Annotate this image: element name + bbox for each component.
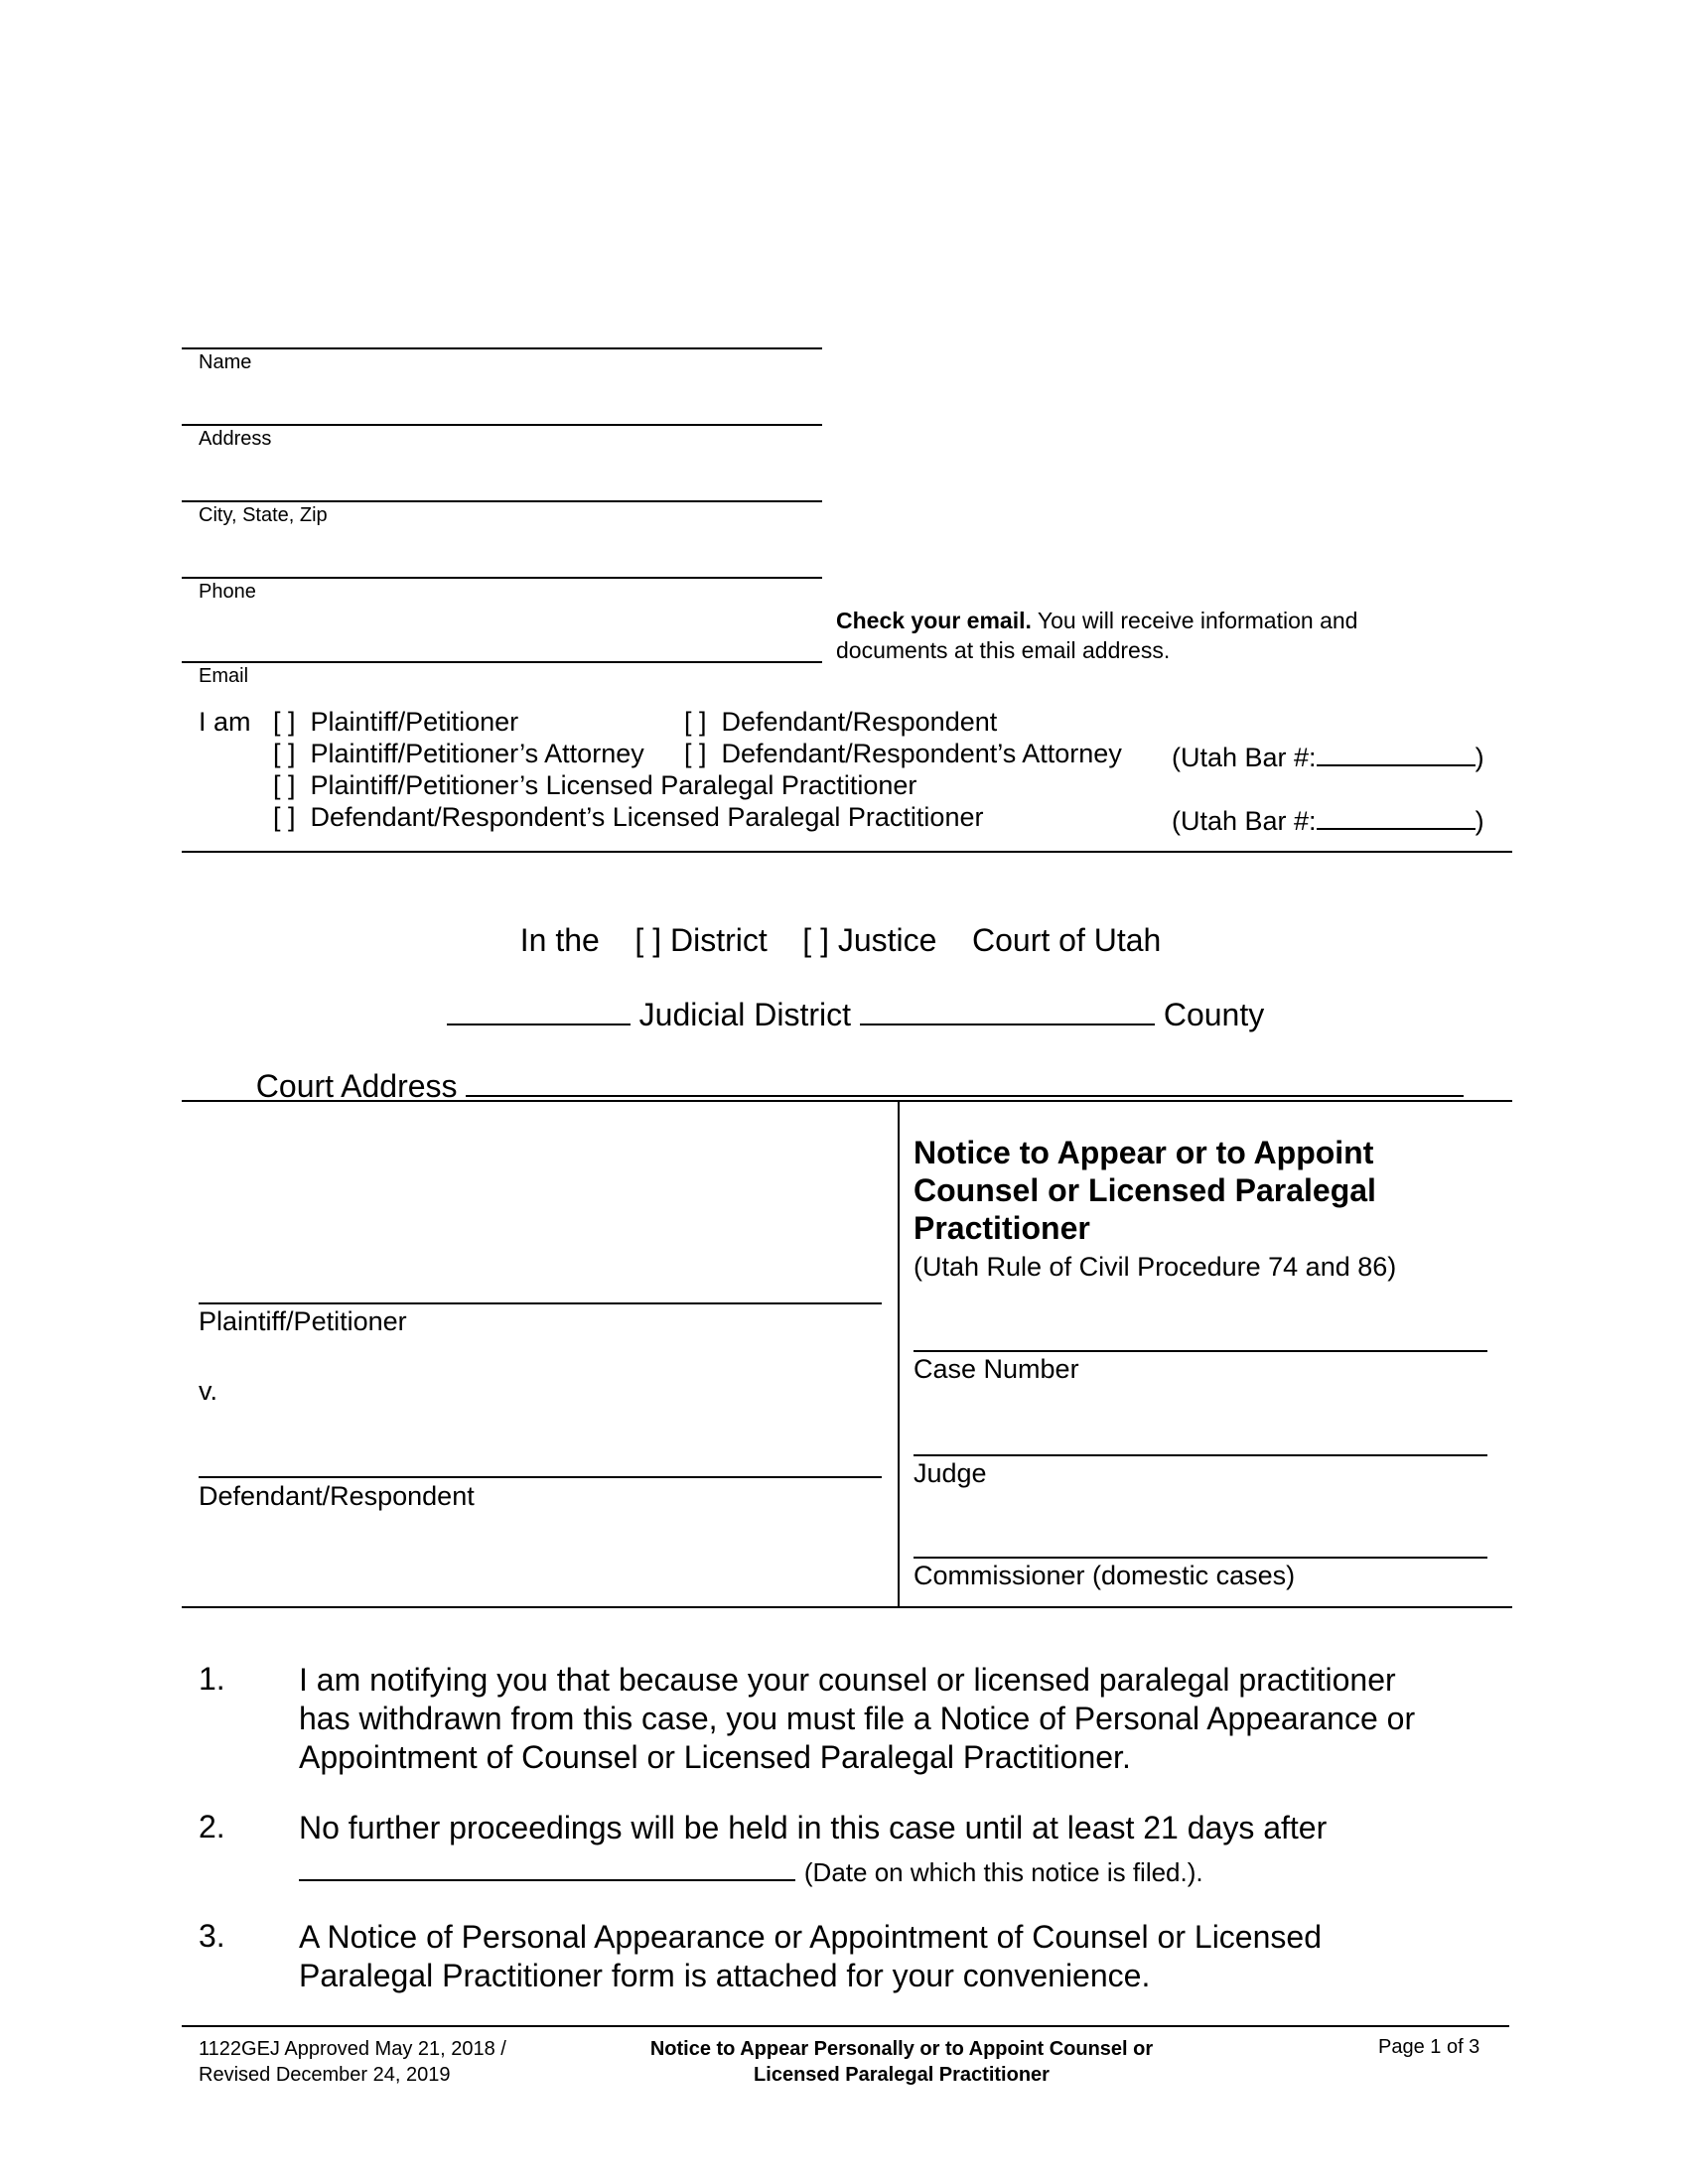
email-note-rest: You will receive information and xyxy=(1031,608,1358,633)
option-plaintiff-paralegal-label: Plaintiff/Petitioner’s Licensed Paralegal Practitioner xyxy=(310,770,917,800)
judge-label: Judge xyxy=(914,1458,987,1488)
checkbox[interactable]: [ ] xyxy=(273,739,296,768)
item-2-note: (Date on which this notice is filed.). xyxy=(803,1857,1203,1887)
footer-form-id-line-2: Revised December 24, 2019 xyxy=(199,2064,451,2086)
item-2-text xyxy=(299,1809,1327,1892)
option-plaintiff-attorney-label: Plaintiff/Petitioner’s Attorney xyxy=(310,739,644,768)
caption-divider xyxy=(898,1100,900,1606)
email-note-bold: Check your email. xyxy=(836,608,1032,633)
checkbox[interactable]: [ ] xyxy=(684,707,707,737)
option-plaintiff-paralegal[interactable] xyxy=(273,770,916,801)
option-defendant-label: Defendant/Respondent xyxy=(721,707,998,737)
checkbox[interactable]: [ ] xyxy=(684,739,707,768)
caption-top-border xyxy=(182,1100,1512,1102)
option-plaintiff-label: Plaintiff/Petitioner xyxy=(310,707,519,737)
district-county-line xyxy=(429,957,1264,1033)
email-note-line2: documents at this email address. xyxy=(836,637,1171,663)
court-address-label: Court Address xyxy=(255,1068,458,1104)
defendant-line[interactable] xyxy=(199,1476,882,1478)
plaintiff-label: Plaintiff/Petitioner xyxy=(199,1306,407,1336)
item-2-line-1: No further proceedings will be held in this case until at least 21 days after xyxy=(299,1810,1328,1845)
phone-line[interactable] xyxy=(182,577,822,579)
judge-line[interactable] xyxy=(914,1454,1487,1456)
court-address-line xyxy=(238,1028,1464,1105)
commissioner-label: Commissioner (domestic cases) xyxy=(914,1561,1296,1590)
footer-form-id-line-1: 1122GEJ Approved May 21, 2018 / xyxy=(199,2038,506,2060)
option-plaintiff[interactable] xyxy=(273,707,518,738)
option-defendant-paralegal-label: Defendant/Respondent’s Licensed Paralegal Practitioner xyxy=(310,802,984,832)
item-3-text xyxy=(299,1918,1322,1995)
option-defendant-paralegal[interactable] xyxy=(273,802,983,833)
footer-title-line-2: Licensed Paralegal Practitioner xyxy=(754,2064,1050,2086)
court-line xyxy=(502,886,1161,959)
utah-bar-field-2[interactable] xyxy=(1172,802,1484,837)
item-3-number: 3. xyxy=(199,1918,225,1954)
title-line-1: Notice to Appear or to Appoint xyxy=(914,1135,1374,1170)
justice-checkbox[interactable]: [ ] Justice xyxy=(802,922,937,958)
plaintiff-line[interactable] xyxy=(199,1302,882,1304)
judicial-district-input[interactable] xyxy=(447,994,631,1025)
address-line[interactable] xyxy=(182,424,822,426)
commissioner-line[interactable] xyxy=(914,1557,1487,1559)
checkbox[interactable]: [ ] xyxy=(273,770,296,800)
checkbox[interactable]: [ ] xyxy=(273,802,296,832)
in-the-text: In the xyxy=(519,922,600,958)
page-number: Page 1 of 3 xyxy=(1378,2036,1480,2058)
court-of-utah-text: Court of Utah xyxy=(972,922,1162,958)
name-line[interactable] xyxy=(182,347,822,349)
utah-bar-field-1[interactable] xyxy=(1172,739,1484,773)
filing-date-input[interactable] xyxy=(299,1847,795,1881)
rule-reference: (Utah Rule of Civil Procedure 74 and 86) xyxy=(914,1252,1397,1282)
option-plaintiff-attorney[interactable] xyxy=(273,739,644,769)
address-label: Address xyxy=(199,428,272,450)
utah-bar-input[interactable] xyxy=(1317,802,1476,830)
footer-form-id xyxy=(199,2036,506,2088)
item-2-number: 2. xyxy=(199,1809,225,1844)
item-1-number: 1. xyxy=(199,1661,225,1697)
footer-title-line-1: Notice to Appear Personally or to Appoint Counsel or xyxy=(649,2038,1154,2060)
item-1-line-2: has withdrawn from this case, you must file a Notice of Personal Appearance or xyxy=(299,1701,1416,1736)
email-line[interactable] xyxy=(182,661,822,663)
title-line-2: Counsel or Licensed Paralegal xyxy=(914,1172,1376,1208)
title-line-3: Practitioner xyxy=(914,1210,1090,1246)
utah-bar-label: (Utah Bar #: xyxy=(1172,743,1317,772)
document-title xyxy=(914,1134,1376,1247)
option-defendant-attorney-label: Defendant/Respondent’s Attorney xyxy=(721,739,1122,768)
footer-title xyxy=(574,2036,1229,2088)
i-am-label: I am xyxy=(199,707,251,737)
caption-bottom-border xyxy=(182,1606,1512,1608)
judicial-district-label: Judicial District xyxy=(638,997,852,1032)
case-number-label: Case Number xyxy=(914,1354,1079,1384)
option-defendant[interactable] xyxy=(684,707,997,738)
phone-label: Phone xyxy=(199,581,256,603)
footer-divider xyxy=(182,2025,1509,2027)
item-3-line-2: Paralegal Practitioner form is attached for your convenience. xyxy=(299,1958,1151,1993)
checkbox[interactable]: [ ] xyxy=(273,707,296,737)
utah-bar-label: (Utah Bar #: xyxy=(1172,806,1317,836)
district-checkbox[interactable]: [ ] District xyxy=(634,922,768,958)
county-label: County xyxy=(1163,997,1265,1032)
versus-text: v. xyxy=(199,1376,217,1406)
court-address-input[interactable] xyxy=(466,1065,1464,1097)
utah-bar-input[interactable] xyxy=(1317,739,1476,766)
city-state-zip-line[interactable] xyxy=(182,500,822,502)
utah-bar-close: ) xyxy=(1475,743,1484,772)
county-input[interactable] xyxy=(860,994,1155,1025)
utah-bar-close: ) xyxy=(1475,806,1484,836)
item-1-text xyxy=(299,1661,1415,1777)
item-1-line-1: I am notifying you that because your counsel or licensed paralegal practitioner xyxy=(299,1662,1396,1698)
item-3-line-1: A Notice of Personal Appearance or Appointment of Counsel or Licensed xyxy=(299,1919,1322,1955)
email-note xyxy=(836,606,1357,665)
defendant-label: Defendant/Respondent xyxy=(199,1481,475,1511)
item-1-line-3: Appointment of Counsel or Licensed Paralegal Practitioner. xyxy=(299,1739,1131,1775)
section-divider xyxy=(182,851,1512,853)
email-label: Email xyxy=(199,665,249,687)
name-label: Name xyxy=(199,351,252,373)
option-defendant-attorney[interactable] xyxy=(684,739,1122,769)
city-state-zip-label: City, State, Zip xyxy=(199,504,328,526)
case-number-line[interactable] xyxy=(914,1350,1487,1352)
